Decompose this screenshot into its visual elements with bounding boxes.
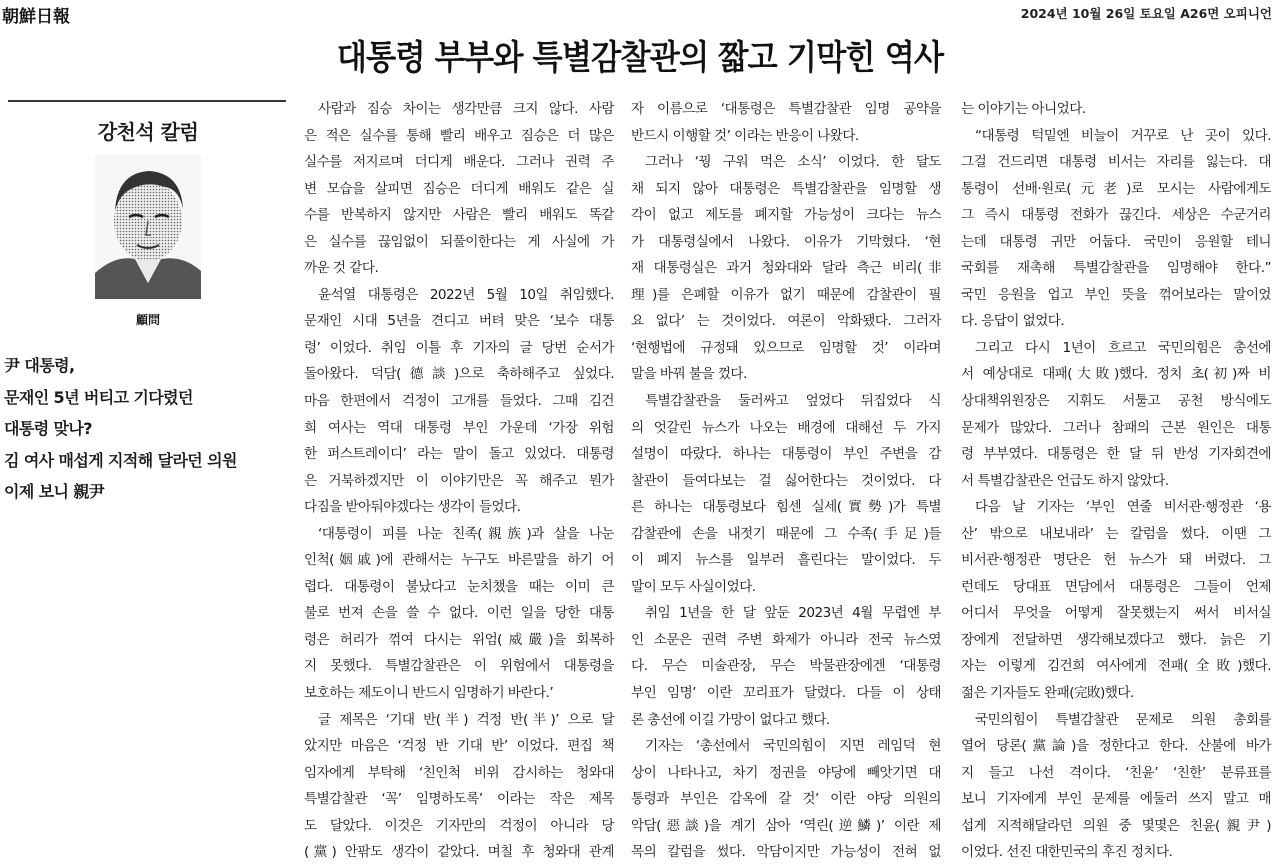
body-text-line: 른 하나는 대통령보다 힘센 실세(實勢)가 특별 [631,499,941,516]
body-text-line: 어디서 무엇을 어떻게 잘못했는지 써서 비서실 [961,605,1271,622]
body-text-line: 가 대통령실에서 나왔다. 이유가 기막혔다. ‘현 [631,233,941,250]
body-text-line: 론 총선에 이길 가망이 없다고 했다. [631,711,830,728]
body-text-line: 기자는 ‘총선에서 국민의힘이 지면 레임덕 현 [645,738,941,755]
body-text-line: 이었다. 선진 대한민국의 후진 정치다. [961,844,1173,861]
body-text-line: 령 부부였다. 대통령은 한 달 뒤 반성 기자회견에 [961,446,1271,463]
article-column-2 [631,96,941,866]
body-text-line: 서 예상대로 대패(大敗)했다. 정치 초(初)짜 비 [961,366,1271,383]
body-text-line: 은 거북하겠지만 이 이야기만은 꼭 해주고 뭔가 [304,472,614,489]
body-text-line: 수를 반복하지 않지만 사람은 빨리 배워도 똑같 [304,207,614,224]
body-text-line: 서 특별감찰관은 언급도 하지 않았다. [961,472,1169,489]
body-text-line: 보니 기자에게 부인 문제를 에둘러 쓰지 말고 매 [961,791,1271,808]
body-text-line: 특별감찰관 ‘꼭’ 임명하도록’ 이라는 작은 제목 [304,791,614,808]
sidebar-top-rule [8,100,286,102]
body-text-line: 그리고 다시 1년이 흐르고 국민의힘은 총선에 [975,339,1271,356]
author-portrait-icon [95,155,201,299]
body-text-line: 목의 칼럼을 썼다. 악담이지만 가능성이 전혀 없 [631,844,941,861]
newspaper-logo: 朝鮮日報 [2,7,70,27]
body-text-line: 재 대통령실은 과거 청와대와 달라 측근 비리(非 [631,260,941,277]
body-text-line: 다짐을 받아둬야겠다는 생각이 들었다. [304,499,521,516]
body-text-line: 상대책위원장은 지휘도 서툴고 공천 방식에도 [961,393,1271,410]
body-text-line: 설명이 따랐다. 하나는 대통령이 부인 주변을 감 [631,446,941,463]
body-text-line: 는데 대통령 귀만 어둡다. 국민이 응원할 테니 [961,233,1271,250]
column-name: 강천석 칼럼 [97,120,199,144]
body-text-line: 취임 1년을 한 달 앞둔 2023년 4월 무렵엔 부 [645,605,941,622]
body-text-line: 지 못했다. 특별감찰관은 이 위험에서 대통령을 [304,658,614,675]
subhead-line: 대통령 맞나? [4,419,92,438]
body-text-line: 한 퍼스트레이디’ 라는 말이 돌고 있었다. 대통령 [304,446,614,463]
body-text-line: 임자에게 부탁해 ‘친인척 비위 감시하는 청와대 [304,764,614,781]
body-text-line: (黨) 안팎도 생각이 같았다. 며칠 후 청와대 관계 [304,844,614,861]
body-text-line: 이 폐지 뉴스를 일부러 흘린다는 말이었다. 두 [631,552,941,569]
body-text-line: 의 엇갈린 뉴스가 나오는 배경에 대해선 두 가지 [631,419,941,436]
body-text-line: 은 실수를 끊임없이 되풀이한다는 게 사실에 가 [304,233,614,250]
body-text-line: 윤석열 대통령은 2022년 5월 10일 취임했다. [318,286,614,303]
body-text-line: 사람과 짐승 차이는 생각만큼 크지 않다. 사람 [318,101,614,117]
body-text-line: ‘대통령이 피를 나눈 친족(親族)과 살을 나눈 [318,525,614,542]
body-text-line: 특별감찰관을 둘러싸고 엎었다 뒤집었다 식 [645,393,941,410]
body-text-line: 는 이야기는 아니었다. [961,101,1086,117]
body-text-line: 장에게 전달하면 생각해보겠다고 했다. 늙은 기 [961,631,1271,648]
subhead-line: 이제 보니 親尹 [4,482,105,501]
body-text-line: 반드시 이행할 것’ 이라는 반응이 나왔다. [631,127,859,144]
body-text-line: ‘현행법에 규정돼 있으므로 임명할 것’ 이라며 [631,339,941,356]
body-text-line: “대통령 턱밑엔 비늘이 거꾸로 난 곳이 있다. [975,127,1271,144]
body-text-line: 理)를 은폐할 이유가 없기 때문에 감찰관이 필 [631,286,941,303]
body-text-line: 돌아왔다. 덕담(德談)으로 축하해주고 싶었다. [304,366,614,383]
dateline: 2024년 10월 26일 토요일 A26면 오피니언 [1020,6,1272,21]
body-text-line: 말을 바꿔 불을 껐다. [631,366,747,383]
body-text-line: 불로 번져 손을 쓸 수 없다. 이런 일을 당한 대통 [304,605,614,622]
body-text-line: 그걸 건드리면 대통령 비서는 자리를 잃는다. 대 [961,154,1271,171]
body-text-line: 통령과 부인은 감옥에 갈 것’ 이란 야당 의원의 [631,791,941,808]
body-text-line: 자는 이렇게 김건희 여사에게 전패(全敗)했다. [961,658,1271,675]
body-text-line: 렵다. 대통령이 불났다고 눈치챘을 때는 이미 큰 [304,578,614,595]
author-role: 顧問 [135,313,160,327]
body-text-line: 그 즉시 대통령 전화가 끊긴다. 세상은 수군거리 [961,207,1271,224]
body-text-line: 문제가 많았다. 그러나 참패의 근본 원인은 대통 [961,419,1271,436]
body-text-line: 은 적은 실수를 통해 빨리 배우고 짐승은 더 많은 [304,127,614,144]
subhead-line: 尹 대통령, [4,356,75,375]
body-text-line: 찰관이 들여다보는 걸 싫어한다는 것이었다. 다 [631,472,941,489]
body-text-line: 국민의힘이 특별감찰관 문제로 의원 총회를 [975,711,1271,728]
body-text-line: 인척(姻戚)에 관해서는 누구도 바른말을 하기 어 [304,552,614,569]
headline: 대통령 부부와 특별감찰관의 짧고 기막힌 역사 [336,38,944,78]
body-text-line: 통령이 선배·원로(元老)로 모시는 사람에게도 [961,180,1271,197]
body-text-line: 악담(惡談)을 계기 삼아 ‘역린(逆鱗)’ 이란 제 [631,817,941,834]
subheadline [4,350,284,508]
body-text-line: 채 되지 않아 대통령은 특별감찰관을 임명할 생 [631,180,941,197]
body-text-line: 다. 무슨 미술관장, 무슨 박물관장에겐 ‘대통령 [631,658,941,675]
subhead-line: 김 여사 매섭게 지적해 달라던 의원 [4,450,237,470]
body-text-line: 희 여사는 역대 대통령 부인 가운데 ‘가장 위험 [304,419,614,436]
body-text-line: 변 모습을 살피면 짐승은 더디게 배워도 같은 실 [304,180,614,197]
body-text-line: 부인 임명’ 이란 꼬리표가 달렸다. 다들 이 상태 [631,685,941,702]
body-text-line: 글 제목은 ‘기대 반(半) 걱정 반(半)’ 으로 달 [318,711,614,728]
body-text-line: 까운 것 같다. [304,260,379,277]
body-text-line: 령은 허리가 꺾여 다시는 위엄(威嚴)을 회복하 [304,631,614,648]
body-text-line: 그러나 ‘꿩 구워 먹은 소식’ 이었다. 한 달도 [645,154,941,171]
body-text-line: 젊은 기자들도 완패(完敗)했다. [961,685,1134,702]
body-text-line: 실수를 저지르며 더디게 배운다. 그러나 권력 주 [304,154,614,171]
body-text-line: 았지만 마음은 ‘걱정 반 기대 반’ 이었다. 편집 책 [304,738,614,755]
body-text-line: 인 소문은 권력 주변 화제가 아니라 전국 뉴스였 [631,631,941,648]
body-text-line: 국민 응원을 업고 부인 뜻을 꺾어보라는 말이었 [961,286,1271,303]
article-column-1 [304,96,614,866]
body-text-line: 지 들고 나선 격이다. ‘친윤’ ‘친한’ 분류표를 [961,764,1271,781]
body-text-line: 령’ 이었다. 취임 이틀 후 기자의 글 당번 순서가 [304,339,614,356]
body-text-line: 열어 당론(黨論)을 정한다고 한다. 산불에 바가 [961,738,1271,755]
body-text-line: 섭게 지적해달라던 의원 중 몇몇은 친윤(親尹) [961,817,1271,834]
body-text-line: 문재인 시대 5년을 견디고 버텨 맞은 ‘보수 대통 [304,313,614,330]
author-photo [95,155,201,299]
body-text-line: 말이 모두 사실이었다. [631,578,756,595]
body-text-line: 비서관·행정관 명단은 헌 뉴스가 돼 버렸다. 그 [961,552,1271,569]
article-column-3 [961,96,1271,866]
body-text-line: 감찰관에 손을 내젓기 때문에 그 수족(手足)들 [631,525,941,542]
body-text-line: 국회를 재촉해 특별감찰관을 임명해야 한다.” [961,260,1271,277]
body-text-line: 자 이름으로 ‘대통령은 특별감찰관 임명 공약을 [631,101,941,117]
subhead-line: 문재인 5년 버티고 기다렸던 [4,387,193,407]
body-text-line: 요 없다’ 는 것이었다. 여론이 악화됐다. 그러자 [631,313,941,330]
body-text-line: 보호하는 제도이니 반드시 임명하기 바란다.’ [304,685,554,702]
body-text-line: 상이 나타나고, 차기 정권을 야당에 빼앗기면 대 [631,764,941,781]
body-text-line: 마음 한편에서 걱정이 고개를 들었다. 그때 김건 [304,393,614,410]
article-body [304,96,1280,861]
body-text-line: 다음 날 기자는 ‘부인 연줄 비서관·행정관 ‘용 [975,499,1271,516]
body-text-line: 런데도 당대표 면담에서 대통령은 그들이 언제 [961,578,1271,595]
body-text-line: 각이 없고 제도를 폐지할 가능성이 크다는 뉴스 [631,207,941,224]
body-text-line: 도 달았다. 이것은 기자만의 걱정이 아니라 당 [304,817,614,834]
body-text-line: 산’ 밖으로 내보내라’ 는 칼럼을 썼다. 이땐 그 [961,525,1271,542]
body-text-line: 다. 응답이 없었다. [961,313,1065,330]
